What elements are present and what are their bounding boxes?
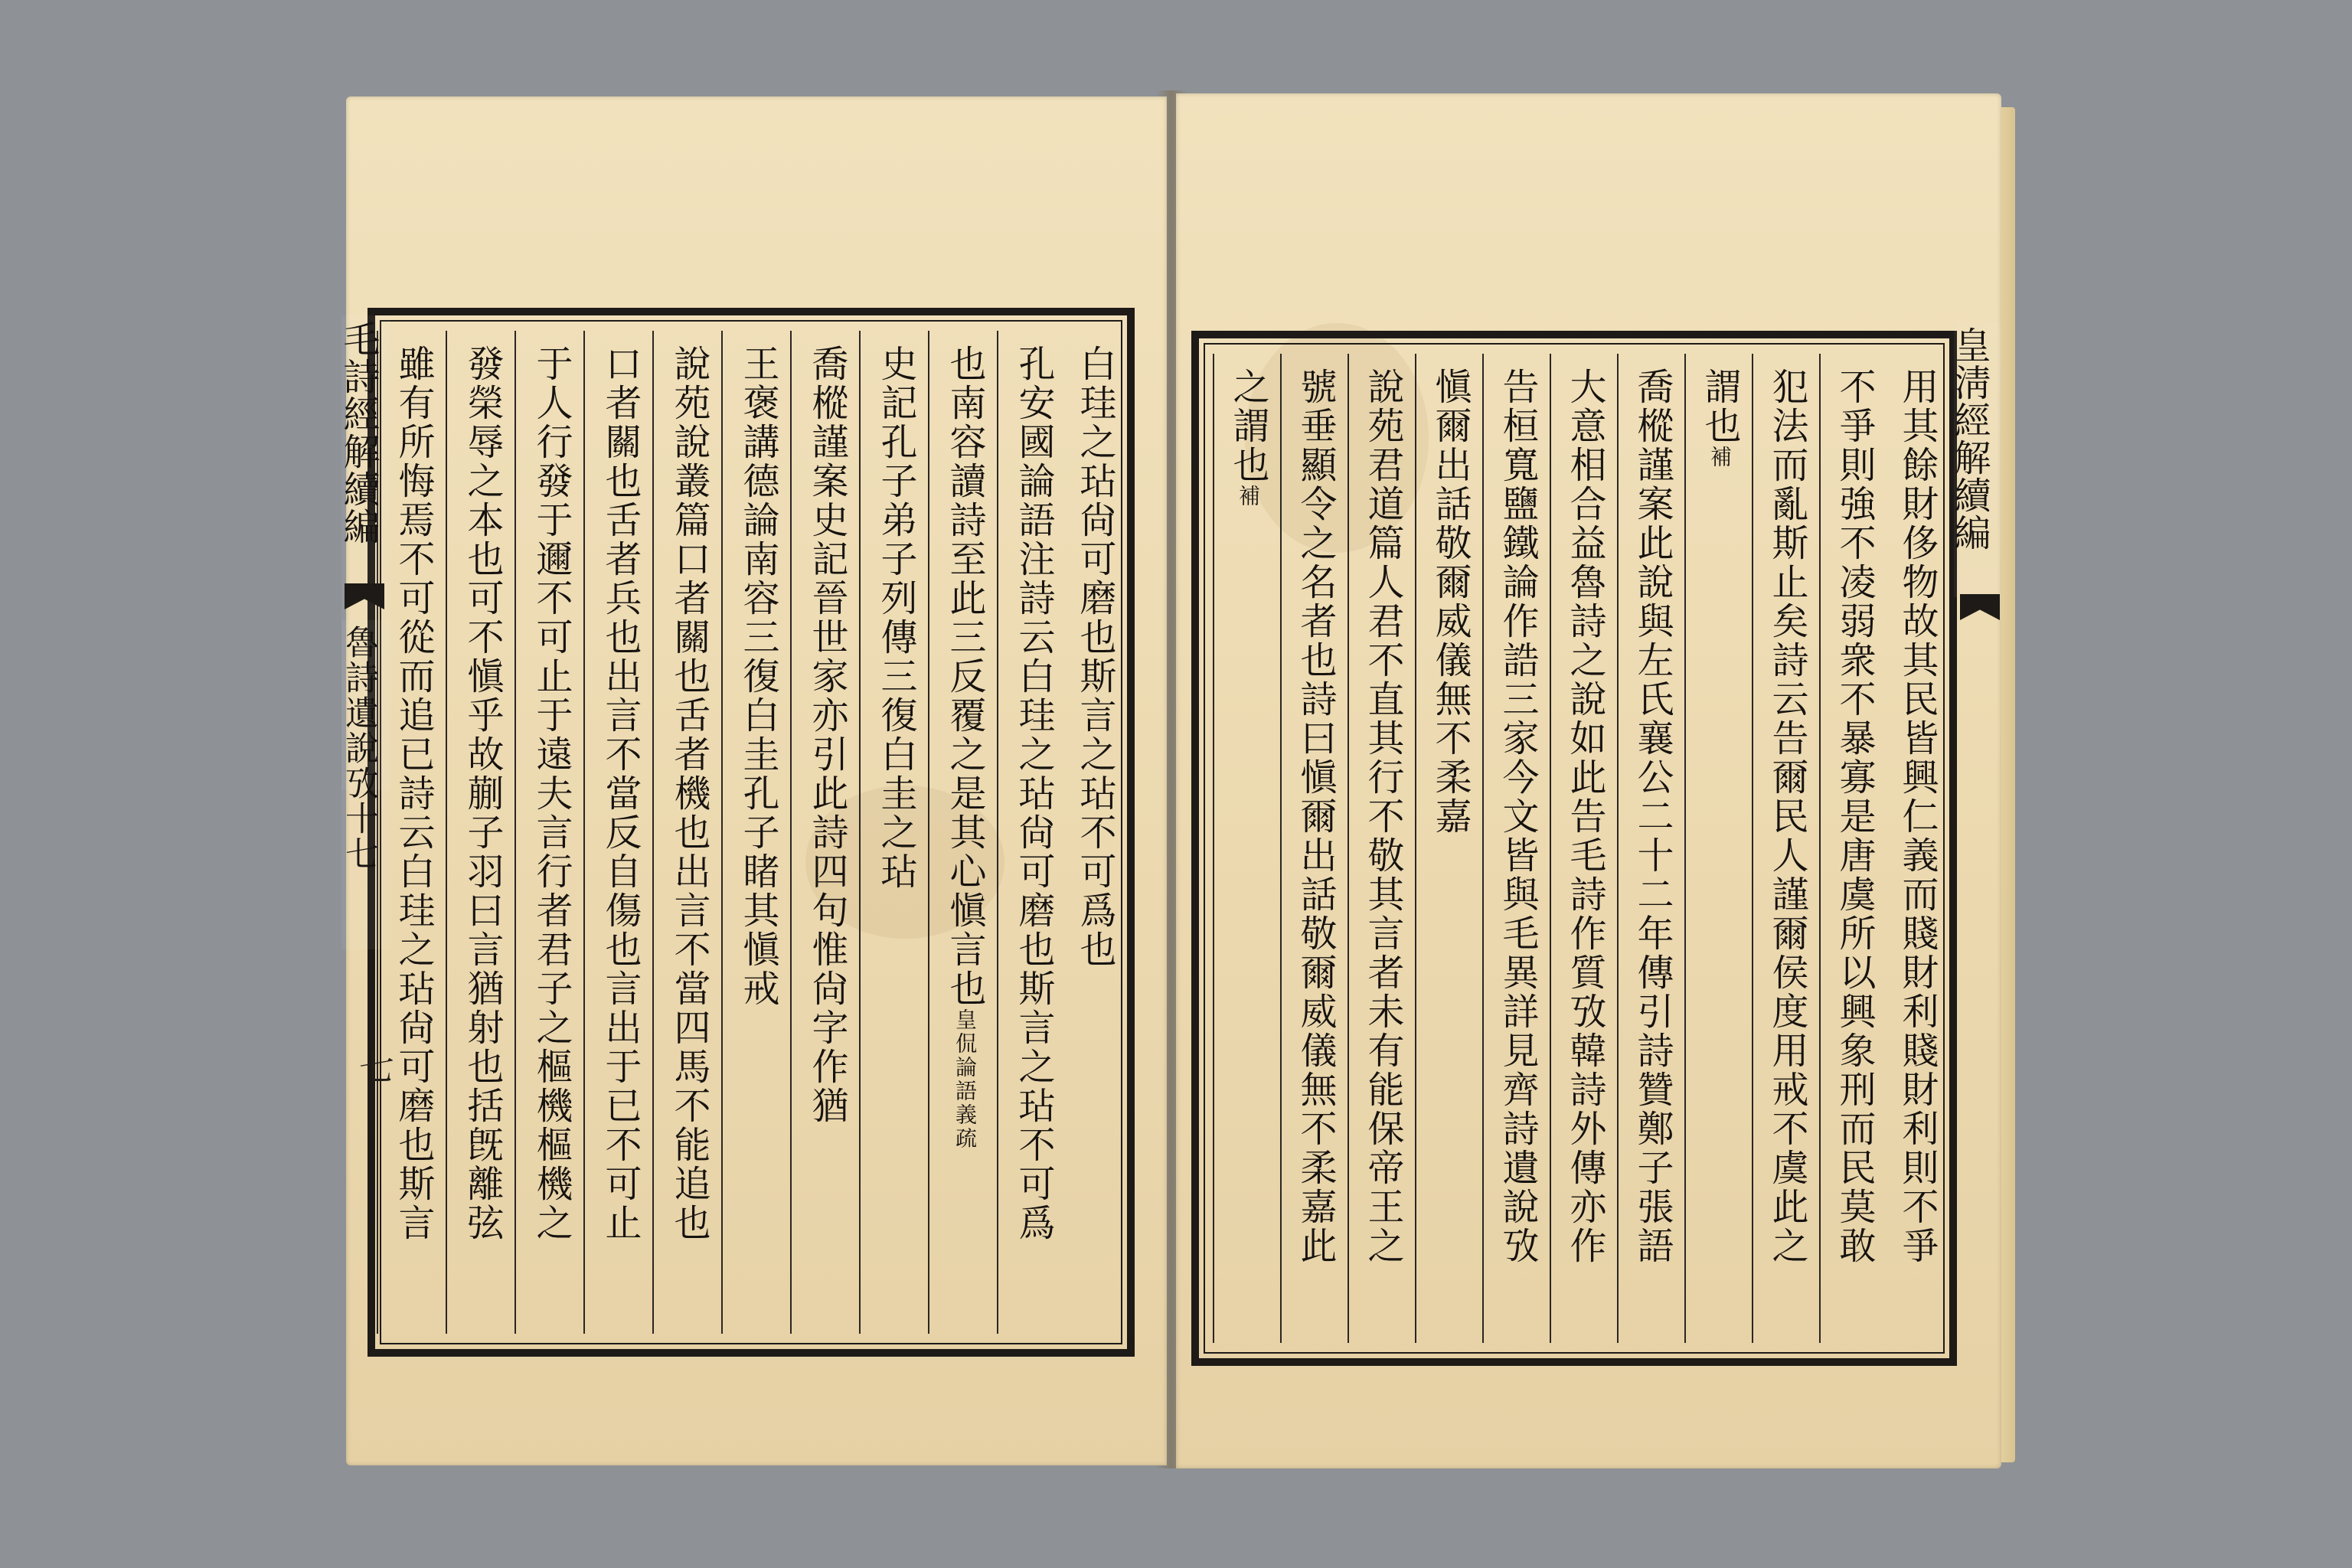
text-column (1684, 354, 1752, 1343)
interlinear-note: 補 (1236, 485, 1261, 508)
text-column: 口者關也舌者兵也出言不當反自傷也言出于已不可止 (583, 331, 652, 1334)
text-column: 愼爾出話敬爾威儀無不柔嘉 (1415, 354, 1482, 1343)
running-title: 毛詩經解續編 (341, 315, 390, 790)
text-column: 白珪之玷尙可磨也斯言之玷不可爲也 (1073, 345, 1116, 969)
folio-number: 七 (354, 1049, 395, 1084)
text-column: 號垂顯令之名者也詩曰愼爾出話敬爾威儀無不柔嘉此 (1280, 354, 1348, 1343)
text-column (1213, 354, 1280, 1343)
text-column: 說苑說叢篇口者關也舌者機也出言不當四馬不能追也 (652, 331, 721, 1334)
text-column: 大意相合益魯詩之說如此告毛詩作質攷韓詩外傳亦作 (1550, 354, 1617, 1343)
text-column (928, 331, 997, 1334)
text-column: 不爭則強不凌弱衆不暴寡是唐虞所以興象刑而民莫敢 (1819, 354, 1886, 1343)
text-column: 王褒講德論南容三復白圭孔子睹其愼戒 (721, 331, 790, 1334)
text-column: 喬樅謹案此說與左氏襄公二十二年傳引詩贊鄭子張語 (1617, 354, 1684, 1343)
text-column: 于人行發于邇不可止于遠夫言行者君子之樞機樞機之 (514, 331, 583, 1334)
text-column: 喬樅謹案史記晉世家亦引此詩四句惟尙字作猶 (790, 331, 859, 1334)
right-page-frame (1191, 331, 1957, 1366)
running-title: 皇淸經解續編 (1954, 322, 2001, 597)
text-column: 犯法而亂斯止矣詩云告爾民人謹爾侯度用戒不虞此之 (1752, 354, 1819, 1343)
text-column: 用其餘財侈物故其民皆興仁義而賤財利賤財利則不爭 (1896, 368, 1939, 1266)
text-column: 雖有所悔焉不可從而追已詩云白珪之玷尙可磨也斯言 (377, 331, 446, 1334)
text-column: 史記孔子弟子列傳三復白圭之玷 (859, 331, 928, 1334)
text-run: 也南容讀詩至此三反覆之是其心愼言也 (943, 345, 986, 1008)
interlinear-note: 皇侃論語義疏 (952, 1008, 978, 1151)
text-column: 發榮辱之本也可不愼乎故蒯子羽曰言猶射也括旣離弦 (446, 331, 514, 1334)
running-subtitle: 魯詩遺說攷十七 (341, 620, 390, 949)
text-run: 之謂也 (1227, 368, 1269, 485)
text-column: 告桓寬鹽鐵論作誥三家今文皆與毛異詳見齊詩遺說攷 (1482, 354, 1550, 1343)
text-column: 孔安國論語注詩云白珪之玷尙可磨也斯言之玷不可爲 (997, 331, 1066, 1334)
text-run: 謂也 (1698, 368, 1741, 446)
left-page-frame (368, 308, 1135, 1357)
page-edge (2001, 107, 2015, 1462)
text-column: 說苑君道篇人君不直其行不敬其言者未有能保帝王之 (1348, 354, 1415, 1343)
interlinear-note: 補 (1707, 446, 1733, 469)
